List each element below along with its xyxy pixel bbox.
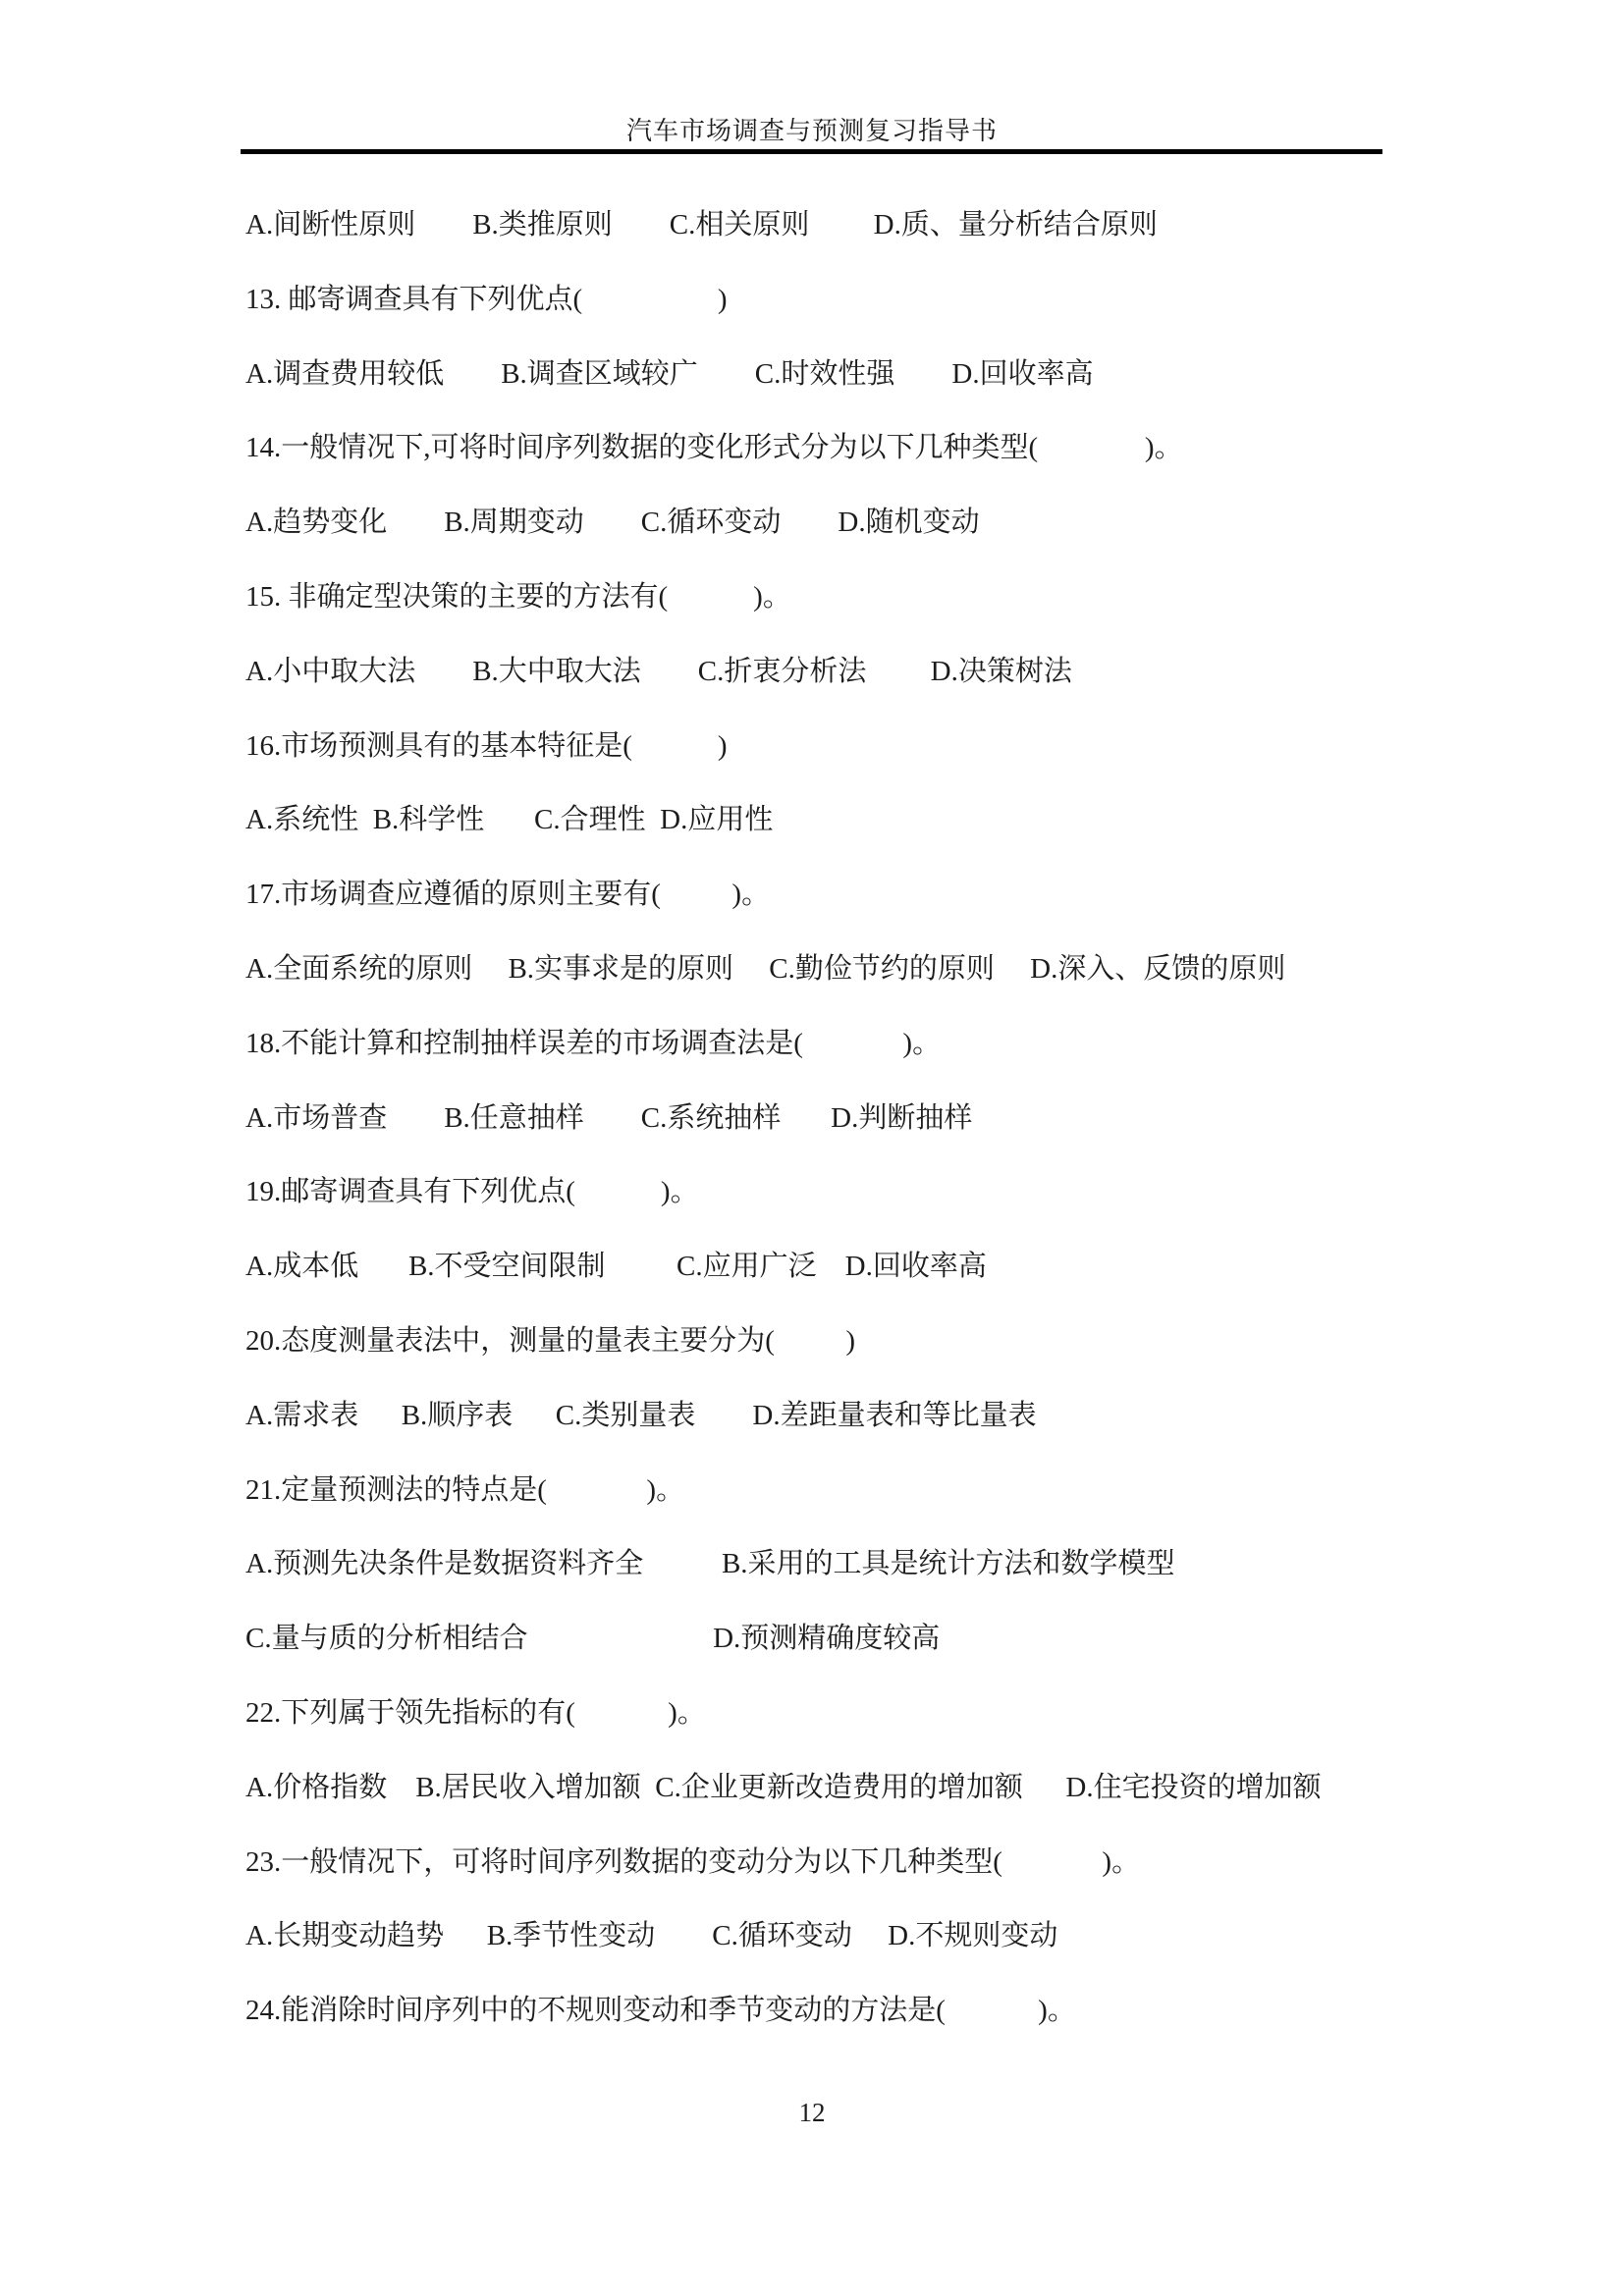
page-number: 12 [798,2098,826,2127]
question-17-text: 17.市场调查应遵循的原则主要有( )。 [245,879,771,911]
question-23-text: 23.一般情况下，可将时间序列数据的变动分为以下几种类型( )。 [245,1845,1141,1878]
question-20-options: A.需求表 B.顺序表 C.类别量表 D.差距量表和等比量表 [245,1399,1037,1431]
question-22-options: A.价格指数 B.居民收入增加额 C.企业更新改造费用的增加额 D.住宅投资的增加额 [245,1771,1322,1803]
question-21-options-ab: A.预测先决条件是数据资料齐全 B.采用的工具是统计方法和数学模型 [245,1548,1175,1580]
question-19-options: A.成本低 B.不受空间限制 C.应用广泛 D.回收率高 [245,1251,987,1283]
question-15-options: A.小中取大法 B.大中取大法 C.折衷分析法 D.决策树法 [245,655,1072,687]
header-rule [241,149,1382,154]
question-18-options: A.市场普查 B.任意抽样 C.系统抽样 D.判断抽样 [245,1101,973,1134]
question-18-text: 18.不能计算和控制抽样误差的市场调查法是( )。 [245,1027,942,1059]
question-16-text: 16.市场预测具有的基本特征是( ) [245,729,728,762]
question-17-options: A.全面系统的原则 B.实事求是的原则 C.勤俭节约的原则 D.深入、反馈的原则 [245,952,1286,985]
question-24-text: 24.能消除时间序列中的不规则变动和季节变动的方法是( )。 [245,1995,1076,2027]
question-14-options: A.趋势变化 B.周期变动 C.循环变动 D.随机变动 [245,507,980,539]
question-15-text: 15. 非确定型决策的主要的方法有( )。 [245,580,791,613]
question-22-text: 22.下列属于领先指标的有( )。 [245,1696,706,1729]
question-list [245,188,1565,2049]
question-21-text: 21.定量预测法的特点是( )。 [245,1473,685,1506]
question-14-text: 14.一般情况下,可将时间序列数据的变化形式分为以下几种类型( )。 [245,432,1183,464]
question-20-text: 20.态度测量表法中，测量的量表主要分为( ) [245,1324,856,1357]
question-23-options: A.长期变动趋势 B.季节性变动 C.循环变动 D.不规则变动 [245,1920,1058,1952]
question-12-options: A.间断性原则 B.类推原则 C.相关原则 D.质、量分析结合原则 [245,209,1158,240]
question-13-text: 13. 邮寄调查具有下列优点( ) [245,283,728,315]
question-13-options: A.调查费用较低 B.调查区域较广 C.时效性强 D.回收率高 [245,357,1094,390]
running-header-title: 汽车市场调查与预测复习指导书 [625,117,998,145]
question-16-options: A.系统性 B.科学性 C.合理性 D.应用性 [245,804,774,836]
question-19-text: 19.邮寄调查具有下列优点( )。 [245,1176,699,1208]
question-21-options-cd: C.量与质的分析相结合 D.预测精确度较高 [245,1623,941,1655]
